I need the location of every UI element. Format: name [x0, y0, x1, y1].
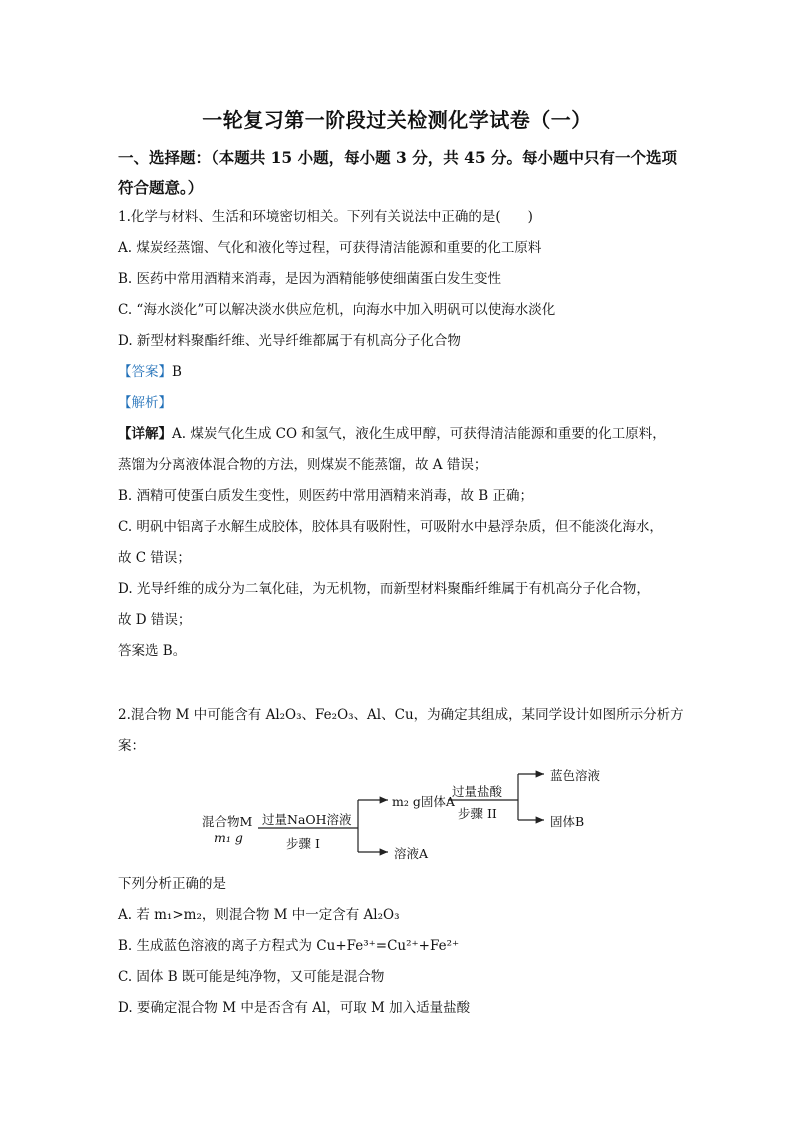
- q1-detail-line2: 蒸馏为分离液体混合物的方法，则煤炭不能蒸馏，故 A 错误；: [118, 457, 488, 473]
- label-blue-solution: 蓝色溶液: [550, 768, 601, 783]
- q1-detail-line3: B. 酒精可使蛋白质发生变性，则医药中常用酒精来消毒，故 B 正确；: [118, 488, 534, 504]
- q1-detail-line7: 故 D 错误；: [118, 612, 192, 628]
- answer-value: B: [172, 364, 182, 380]
- q1-detail-line8: 答案选 B。: [118, 643, 187, 659]
- q1-option-c: C. “海水淡化”可以解决淡水供应危机，向海水中加入明矾可以使海水淡化: [118, 302, 556, 318]
- page-title: 一轮复习第一阶段过关检测化学试卷（一）: [202, 108, 592, 132]
- label-solid-a: m₂ g固体A: [392, 794, 455, 809]
- q2-question: 下列分析正确的是: [118, 876, 226, 892]
- q2-stem-line2: 案：: [118, 738, 145, 754]
- q1-detail-line6: D. 光导纤维的成分为二氧化硅，为无机物，而新型材料聚酯纤维属于有机高分子化合物，: [118, 581, 650, 597]
- q2-option-a: A. 若 m₁>m₂，则混合物 M 中一定含有 Al₂O₃: [118, 907, 400, 923]
- section-header-line1: 一、选择题：（本题共 15 小题，每小题 3 分，共 45 分。每小题中只有一个选项: [118, 148, 678, 167]
- q1-detail-line4: C. 明矾中铝离子水解生成胶体，胶体具有吸附性，可吸附水中悬浮杂质，但不能淡化海水，: [118, 519, 663, 535]
- detail-tag: 【详解】: [118, 426, 172, 442]
- q2-option-d: D. 要确定混合物 M 中是否含有 Al，可取 M 加入适量盐酸: [118, 1000, 471, 1016]
- analysis-flow-diagram: [200, 760, 620, 870]
- label-reagent2: 过量盐酸: [452, 784, 503, 799]
- label-solution-a: 溶液A: [394, 846, 429, 861]
- label-reagent1: 过量NaOH溶液: [262, 812, 352, 827]
- q1-option-a: A. 煤炭经蒸馏、气化和液化等过程，可获得清洁能源和重要的化工原料: [118, 240, 542, 256]
- q1-stem: 1.化学与材料、生活和环境密切相关。下列有关说法中正确的是( ): [118, 209, 533, 225]
- label-solid-b: 固体B: [550, 814, 585, 829]
- q2-option-c: C. 固体 B 既可能是纯净物，又可能是混合物: [118, 969, 385, 985]
- q2-option-b: B. 生成蓝色溶液的离子方程式为 Cu+Fe³⁺=Cu²⁺+Fe²⁺: [118, 938, 460, 954]
- detail-text: A. 煤炭气化生成 CO 和氢气，液化生成甲醇，可获得清洁能源和重要的化工原料，: [172, 426, 666, 442]
- q2-stem-line1: 2.混合物 M 中可能含有 Al₂O₃、Fe₂O₃、Al、Cu，为确定其组成，某同学设计如图所示分析方: [118, 707, 684, 723]
- label-mixture: 混合物M: [202, 814, 253, 829]
- q1-answer: [118, 362, 182, 382]
- answer-tag: 【答案】: [118, 364, 172, 380]
- analysis-tag: 【解析】: [118, 395, 172, 411]
- q1-detail-line1: [118, 424, 666, 444]
- q1-option-d: D. 新型材料聚酯纤维、光导纤维都属于有机高分子化合物: [118, 333, 461, 349]
- label-step2: 步骤 II: [458, 806, 497, 821]
- label-mass1: m₁ g: [214, 830, 243, 845]
- q1-detail-line5: 故 C 错误；: [118, 550, 191, 566]
- q1-option-b: B. 医药中常用酒精来消毒，是因为酒精能够使细菌蛋白发生变性: [118, 271, 502, 287]
- section-header-line2: 符合题意。）: [118, 178, 204, 197]
- label-step1: 步骤 I: [286, 836, 320, 851]
